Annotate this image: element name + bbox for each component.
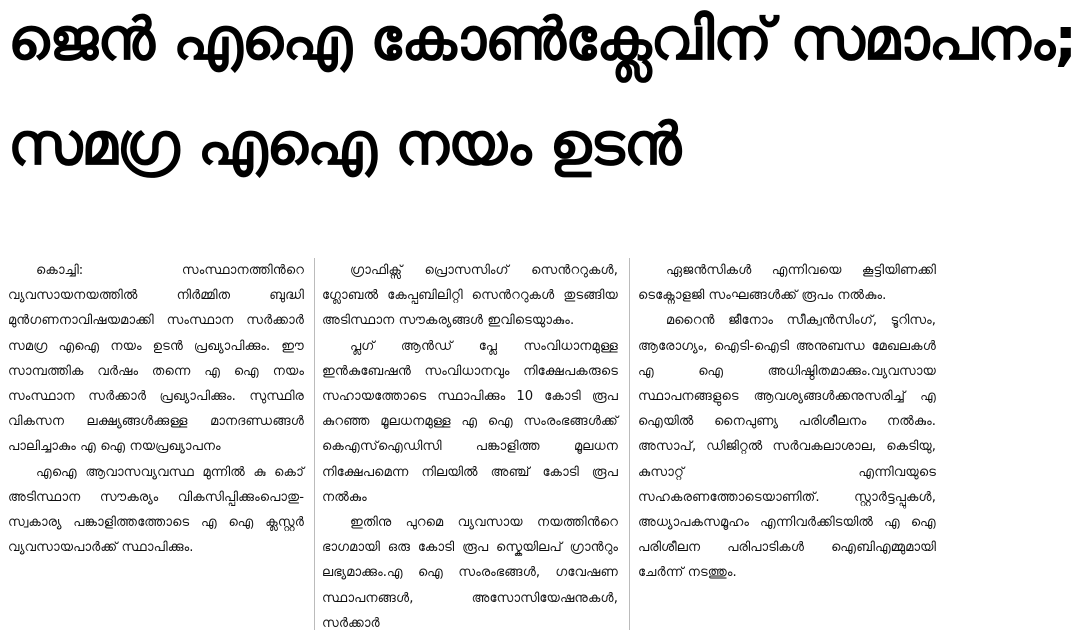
paragraph: ഇതിനു പുറമെ വ്യവസായ നയത്തിൻറെ ഭാഗമായി ഒരു കോടി രൂപ സ്കെയിലപ് ഗ്രാൻറും ലഭ്യമാക്കും.എ ഐ സംരംഭങ്ങൾ, ഗവേഷണ സ്ഥാപനങ്ങൾ, അസോസിയേഷനുകൾ, സർക്കാർ	[322, 515, 618, 631]
article-column-1	[8, 258, 304, 560]
headline-line-2: സമഗ്ര എഐ നയം ഉടൻ	[8, 109, 681, 178]
headline	[8, 5, 1076, 178]
paragraph: എഐ ആവാസവ്യവസ്ഥ മുന്നിൽ കു കൊ് അടിസ്ഥാന സൗകര്യം വികസിപ്പിക്കുംപൊതു-സ്വകാര്യ പങ്കാളിത്തത്തോടെ എ ഐ ക്ലസ്റ്റർ വ്യവസായപാർക്ക് സ്ഥാപിക്കും.	[8, 464, 304, 556]
paragraph: മറൈൻ ജീനോം സീക്വൻസിംഗ്, ടൂറിസം, ആരോഗ്യം, ഐടി-ഐടി അനുബന്ധ മേഖലകൾ എ ഐ അധിഷ്ഠിതമാക്കും.വ്യവസായ സ്ഥാപനങ്ങളുടെ ആവശ്യങ്ങൾക്കനുസരിച്ച് എ ഐയിൽ നൈപുണ്യ പരിശീലനം നൽകും. അസാപ്, ഡിജിറ്റൽ സർവകലാശാല, കെടിയു, കുസാറ്റ് എന്നിവയുടെ സഹകരണത്തോടെയാണിത്. സ്റ്റാർട്ടപ്പുകൾ, അധ്യാപകസമൂഹം എന്നിവർക്കിടയിൽ എ ഐ പരിശീലന പരിപാടികൾ ഐബിഎമ്മുമായി ചേർന്ന് നടത്തും.	[638, 313, 936, 581]
article-column-3	[638, 258, 936, 586]
paragraph: പ്ലഗ് ആൻഡ് പ്ലേ സംവിധാനമുള്ള ഇൻകുബേഷൻ സംവിധാനവും നിക്ഷേപകരുടെ സഹായത്തോടെ സ്ഥാപിക്കും 10 കോടി രൂപ കുറഞ്ഞ മൂലധനമുള്ള എ ഐ സംരംഭങ്ങൾക്ക് കെഎസ്ഐഡിസി പങ്കാളിത്ത മൂലധന നിക്ഷേപമെന്ന നിലയിൽ അഞ്ച് കോടി രൂപ നൽകും	[322, 338, 618, 505]
article-body	[0, 258, 945, 641]
paragraph: ഏജൻസികൾ എന്നിവയെ കൂട്ടിയിണക്കി ടെക്നോളജി സംഘങ്ങൾക്ക് രൂപം നൽകും.	[638, 263, 936, 304]
paragraph: കൊച്ചി: സംസ്ഥാനത്തിൻറെ വ്യവസായനയത്തിൽ നിർമ്മിത ബുദ്ധി മുൻഗണനാവിഷയമാക്കി സംസ്ഥാന സർക്കാർ സമഗ്ര എഐ നയം ഉടൻ പ്രഖ്യാപിക്കും. ഈ സാമ്പത്തിക വർഷം തന്നെ എ ഐ നയം സംസ്ഥാന സർക്കാർ പ്രഖ്യാപിക്കും. സുസ്ഥിര വികസന ലക്ഷ്യങ്ങൾക്കുള്ള മാനദണ്ഡങ്ങൾ പാലിച്ചാകും എ ഐ നയപ്രഖ്യാപനം	[8, 263, 304, 455]
paragraph: ഗ്രാഫിക്സ് പ്രൊസസിംഗ് സെൻററുകൾ, ഗ്ലോബൽ കേപ്പബിലിറ്റി സെൻററുകൾ തുടങ്ങിയ അടിസ്ഥാന സൗകര്യങ്ങൾ ഇവിടെയുാകും.	[322, 263, 618, 329]
headline-line-1: ജെൻ എഐ കോൺക്ലേവിന് സമാപനം;	[8, 5, 1076, 73]
article-column-2	[322, 258, 618, 636]
